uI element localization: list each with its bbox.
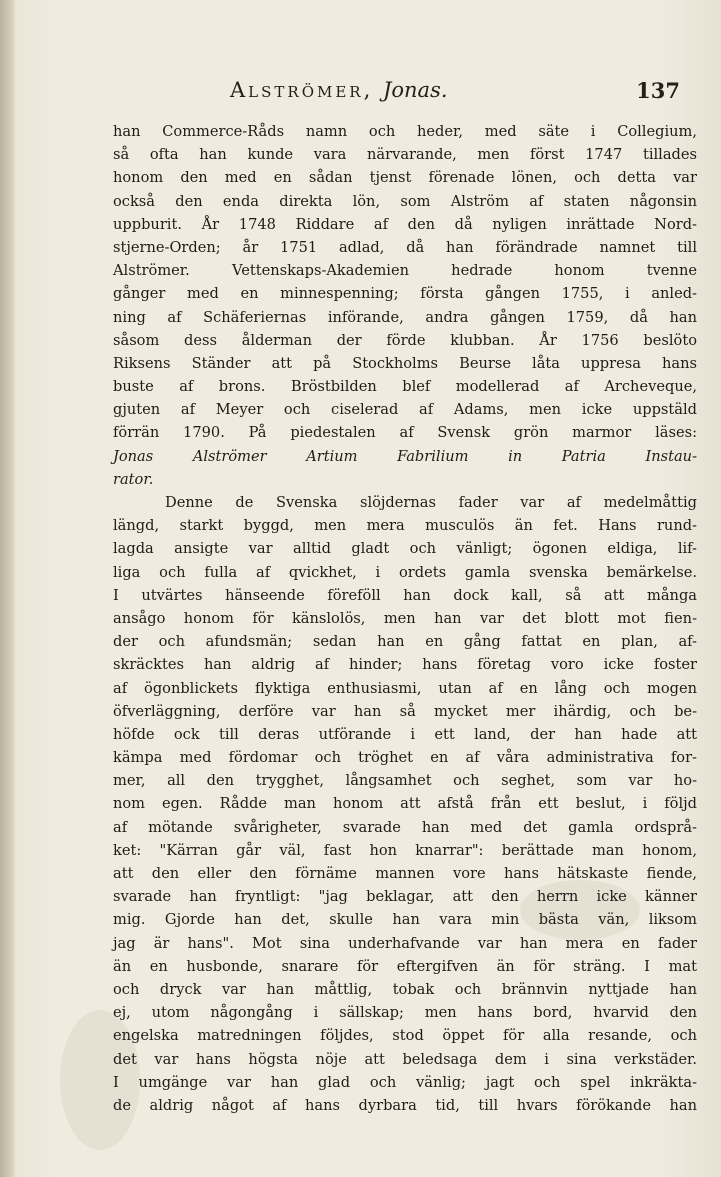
running-title-forename: Jonas. (382, 78, 448, 102)
text-line: af mötande svårigheter, svarade han med det gamla ordsprå- (113, 818, 697, 836)
running-title-surname: Alströmer, (230, 78, 374, 102)
text-line: skräcktes han aldrig af hinder; hans företag voro icke foster (113, 656, 697, 674)
text-line: I umgänge var han glad och vänlig; jagt och spel inkräkta- (113, 1073, 697, 1091)
text-line: af ögonblickets flyktiga enthusiasmi, utan af en lång och mogen (113, 679, 697, 697)
text-line: förrän 1790. På piedestalen af Svensk grön marmor läses: (113, 424, 697, 442)
text-line: buste af brons. Bröstbilden blef modellerad af Archeveque, (113, 378, 697, 396)
inscription-line: rator. (113, 470, 154, 488)
text-line: der och afundsmän; sedan han en gång fattat en plan, af- (113, 633, 697, 651)
text-line: honom den med en sådan tjenst förenade lönen, och detta var (113, 169, 697, 187)
text-line: det var hans högsta nöje att beledsaga dem i sina verkstäder. (113, 1050, 697, 1068)
text-line: ket: "Kärran går väl, fast hon knarrar": berättade man honom, (113, 841, 697, 859)
text-line: mig. Gjorde han det, skulle han vara min bästa vän, liksom (113, 911, 697, 929)
text-line: ansågo honom för känslolös, men han var det blott mot fien- (113, 609, 697, 627)
text-line: jag är hans". Mot sina underhafvande var han mera en fader (113, 934, 697, 952)
text-line: I utvärtes hänseende föreföll han dock kall, så att många (113, 586, 697, 604)
text-line: än en husbonde, snarare för eftergifven än för sträng. I mat (113, 957, 697, 975)
text-line: nom egen. Rådde man honom att afstå från ett beslut, i följd (113, 795, 697, 813)
text-line: mer, all den trygghet, långsamhet och seghet, som var ho- (113, 772, 697, 790)
text-line: svarade han fryntligt: "jag beklagar, att den herrn icke känner (113, 888, 697, 906)
text-line: engelska matredningen följdes, stod öppet för alla resande, och (113, 1027, 697, 1045)
text-line: liga och fulla af qvickhet, i ordets gamla svenska bemärkelse. (113, 563, 697, 581)
paragraph-start-line: Denne de Svenska slöjdernas fader var af medelmåttig (165, 494, 697, 511)
text-line: också den enda direkta lön, som Alström af staten någonsin (113, 192, 697, 210)
text-line: öfverläggning, derföre var han så mycket mer ihärdig, och be- (113, 702, 697, 720)
running-header (230, 78, 690, 108)
text-line: kämpa med fördomar och tröghet en af våra administrativa for- (113, 749, 697, 767)
text-line: att den eller den förnäme mannen vore hans hätskaste fiende, (113, 865, 697, 882)
text-line: såsom dess ålderman der förde klubban. År 1756 beslöto (113, 331, 697, 349)
running-title (230, 78, 448, 102)
text-line: höfde ock till deras utförande i ett land, der han hade att (113, 725, 697, 743)
text-line: stjerne-Orden; år 1751 adlad, då han förändrade namnet till (113, 238, 697, 256)
text-line: ning af Schäferiernas införande, andra gången 1759, då han (113, 308, 697, 326)
text-line: och dryck var han måttlig, tobak och brännvin nyttjade han (113, 980, 697, 998)
text-line: längd, starkt byggd, men mera musculös än fet. Hans rund- (113, 517, 697, 535)
text-line: Alströmer. Vettenskaps-Akademien hedrade honom tvenne (113, 262, 697, 280)
page-number: 137 (636, 78, 680, 103)
text-line: han Commerce-Råds namn och heder, med säte i Collegium, (113, 123, 697, 140)
text-line: Riksens Ständer att på Stockholms Beurse låta uppresa hans (113, 354, 697, 372)
inscription-line: Jonas Alströmer Artium Fabrilium in Patria Instau- (113, 447, 697, 465)
text-line: så ofta han kunde vara närvarande, men först 1747 tillades (113, 146, 697, 164)
text-line: uppburit. År 1748 Riddare af den då nyligen inrättade Nord- (113, 215, 697, 233)
page-spine-shadow (0, 0, 14, 1177)
text-line: de aldrig något af hans dyrbara tid, till hvars förökande han (113, 1096, 697, 1114)
text-line: gjuten af Meyer och ciselerad af Adams, men icke uppstäld (113, 401, 697, 419)
text-line: gånger med en minnespenning; första gången 1755, i anled- (113, 285, 697, 303)
text-line: lagda ansigte var alltid gladt och vänligt; ögonen eldiga, lif- (113, 540, 697, 558)
text-line: ej, utom någongång i sällskap; men hans bord, hvarvid den (113, 1004, 697, 1022)
body-text (113, 120, 697, 1117)
